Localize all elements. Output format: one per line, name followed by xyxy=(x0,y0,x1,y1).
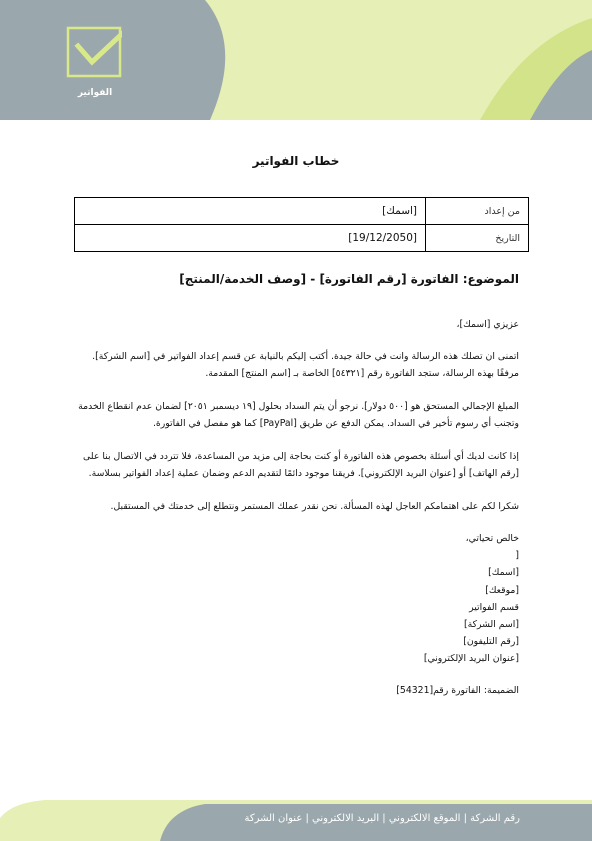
closing-line: [موقعك] xyxy=(485,584,519,596)
paragraph-4: شكرا لكم على اهتمامكم العاجل لهذه المسألة. نحن نقدر عملك المستمر ونتطلع إلى خدمتك في المستقبل. xyxy=(110,501,519,512)
closing-line: [اسمك] xyxy=(488,567,519,579)
paragraph-3: إذا كانت لديك أي أسئلة بخصوص هذه الفاتورة أو كنت بحاجة إلى مزيد من المساعدة، فلا تتردد في الاتصال بنا على [رقم الهاتف] أو [عنوان البريد الإلكتروني]. فريقنا موجود دائمًا لتقديم الدعم وضمان عملية إعداد الفواتير بسلاسة. xyxy=(83,451,519,479)
logo-label: الفواتير xyxy=(77,88,113,98)
salutation: عزيزي [اسمك]، xyxy=(456,319,519,330)
closing-line: [ xyxy=(515,550,519,562)
paragraph-1: اتمنى ان تصلك هذه الرسالة وانت في حالة جيدة. أكتب إليكم بالنيابة عن قسم إعداد الفواتير في [اسم الشركة]. مرفقًا بهذه الرسالة، ستجد الفاتورة رقم [٥٤٣٢١] الخاصة بـ [اسم المنتج] المقدمة. xyxy=(92,351,519,379)
closing-line: خالص تحياتي، xyxy=(465,533,519,544)
meta-label-author: من إعداد xyxy=(426,198,529,225)
table-row xyxy=(75,225,529,252)
closing-line: [رقم التليفون] xyxy=(463,636,519,648)
check-mark-icon xyxy=(66,26,122,78)
closing-line: [عنوان البريد الإلكتروني] xyxy=(423,653,519,665)
footer-contact: رقم الشركة | الموقع الالكتروني | البريد الالكتروني | عنوان الشركة xyxy=(244,813,520,824)
meta-value-date[interactable]: [19/12/2050] xyxy=(75,225,426,252)
attachment-line: الضميمة: الفاتورة رقم[54321] xyxy=(396,685,519,696)
closing-line: [اسم الشركة] xyxy=(463,619,519,631)
meta-value-author[interactable]: [اسمك] xyxy=(75,198,426,225)
subject-line: الموضوع: الفاتورة [رقم الفاتورة] - [وصف الخدمة/المنتج] xyxy=(179,272,519,286)
page-title: خطاب الفواتير xyxy=(252,154,340,168)
meta-label-date: التاريخ xyxy=(426,225,529,252)
paragraph-2: المبلغ الإجمالي المستحق هو [٥٠٠ دولار]. نرجو أن يتم السداد بحلول [١٩ ديسمبر ٢٠٥١] لضمان عدم انقطاع الخدمة وتجنب أي رسوم تأخير في السداد. يمكن الدفع عن طريق [PayPal] كما هو مفصل في الفاتورة. xyxy=(78,401,519,429)
closing-line: قسم الفواتير xyxy=(469,601,519,613)
meta-table xyxy=(74,197,529,252)
signature-block xyxy=(74,530,519,668)
table-row xyxy=(75,198,529,225)
